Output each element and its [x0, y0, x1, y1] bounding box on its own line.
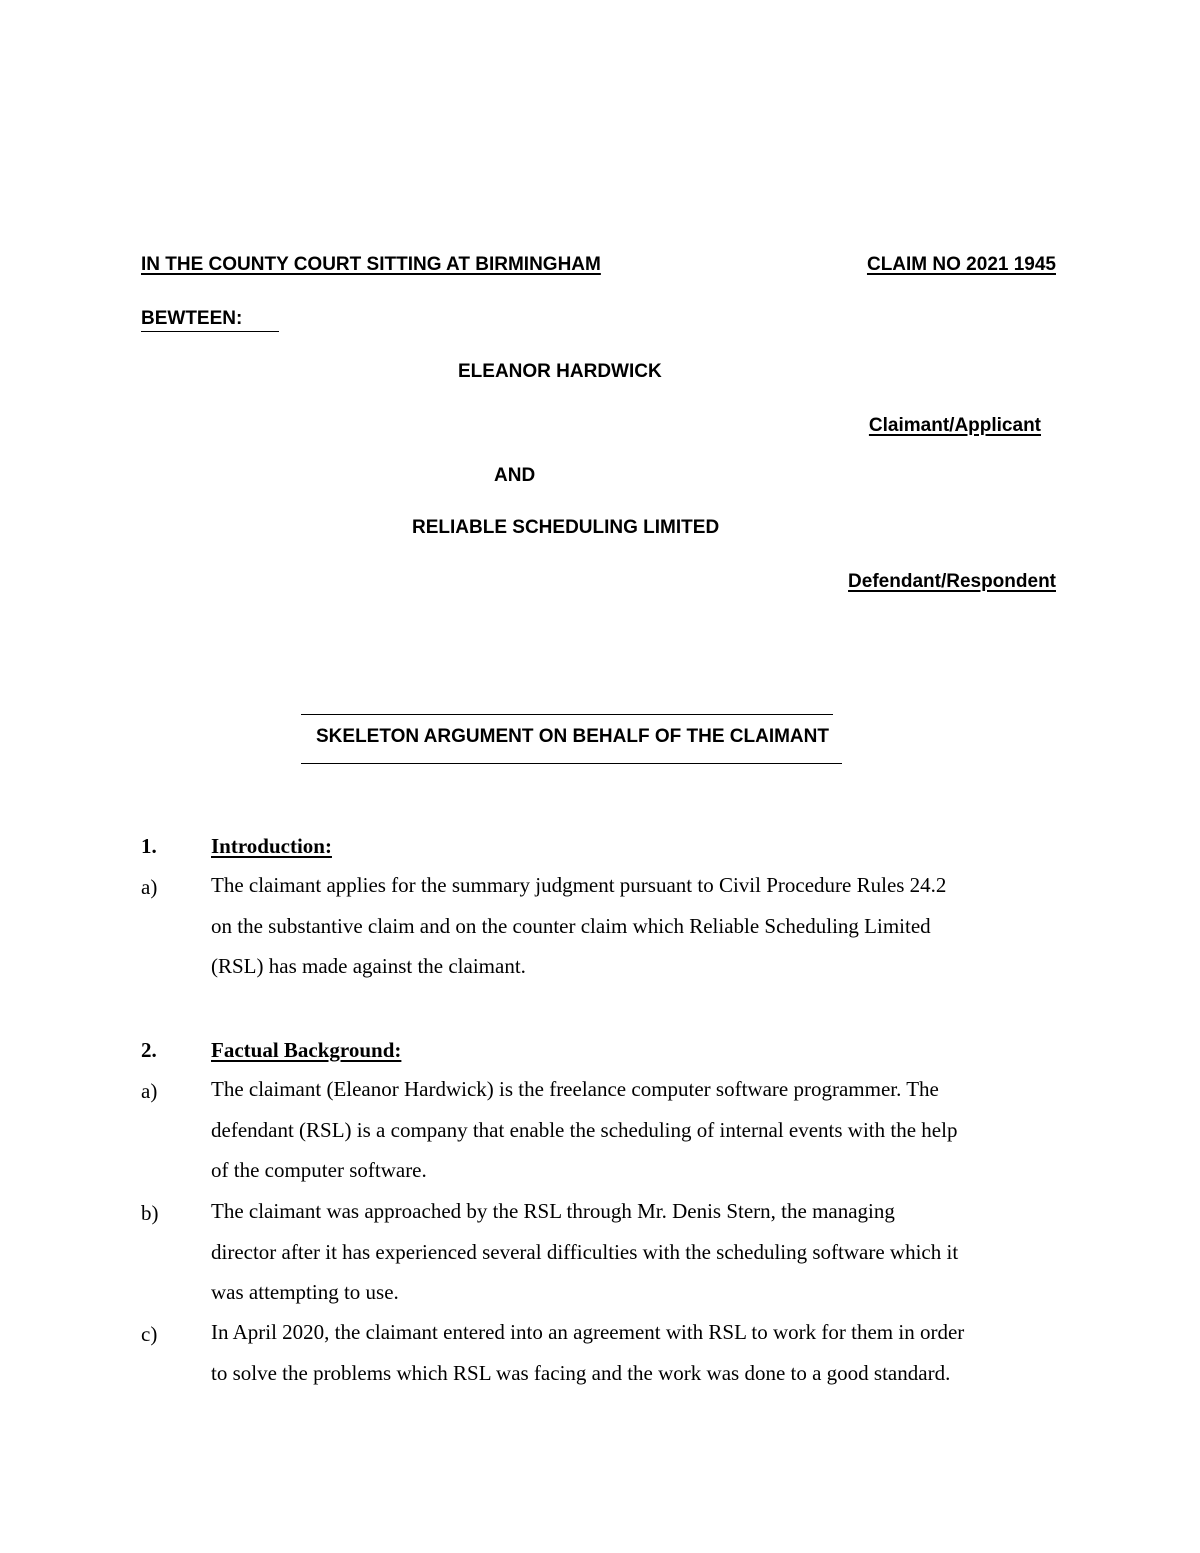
item-marker: c) [141, 1322, 158, 1346]
item-line: on the substantive claim and on the counter claim which Reliable Scheduling Limited [211, 913, 931, 938]
claimant-role: Claimant/Applicant [868, 415, 1041, 436]
title-top-rule [301, 714, 833, 715]
section-number: 1. [141, 834, 157, 858]
between-underline [141, 331, 279, 332]
item-marker: a) [141, 875, 158, 899]
item-line: (RSL) has made against the claimant. [211, 954, 526, 979]
item-line: The claimant (Eleanor Hardwick) is the freelance computer software programmer. The [211, 1077, 939, 1101]
item-line: The claimant was approached by the RSL through Mr. Denis Stern, the managing [211, 1199, 895, 1223]
document-title: SKELETON ARGUMENT ON BEHALF OF THE CLAIMANT [316, 726, 829, 747]
list-item [211, 1191, 1071, 1313]
item-line: The claimant applies for the summary judgment pursuant to Civil Procedure Rules 24.2 [211, 873, 947, 897]
list-item [211, 1069, 1071, 1191]
section-heading: Factual Background: [211, 1038, 402, 1062]
section-number: 2. [141, 1038, 157, 1062]
claim-number: CLAIM NO 2021 1945 [866, 254, 1056, 275]
title-bottom-rule [301, 763, 842, 764]
between-label: BEWTEEN: [141, 308, 243, 329]
section-heading: Introduction: [211, 834, 332, 858]
list-item [211, 865, 1071, 987]
court-heading: IN THE COUNTY COURT SITTING AT BIRMINGHAM [141, 254, 601, 275]
item-line: defendant (RSL) is a company that enable the scheduling of internal events with the help [211, 1117, 958, 1142]
item-line: of the computer software. [211, 1158, 427, 1183]
claimant-name: ELEANOR HARDWICK [458, 361, 662, 382]
defendant-name: RELIABLE SCHEDULING LIMITED [412, 517, 720, 538]
item-marker: b) [141, 1201, 159, 1225]
and-label: AND [494, 465, 536, 486]
item-line: In April 2020, the claimant entered into an agreement with RSL to work for them in order [211, 1320, 965, 1344]
item-line: was attempting to use. [211, 1280, 399, 1305]
item-marker: a) [141, 1079, 158, 1103]
item-line: to solve the problems which RSL was facing and the work was done to a good standard. [211, 1360, 951, 1385]
item-line: director after it has experienced several difficulties with the scheduling software which it [211, 1239, 959, 1264]
defendant-role: Defendant/Respondent [848, 571, 1056, 592]
list-item [211, 1312, 1071, 1393]
